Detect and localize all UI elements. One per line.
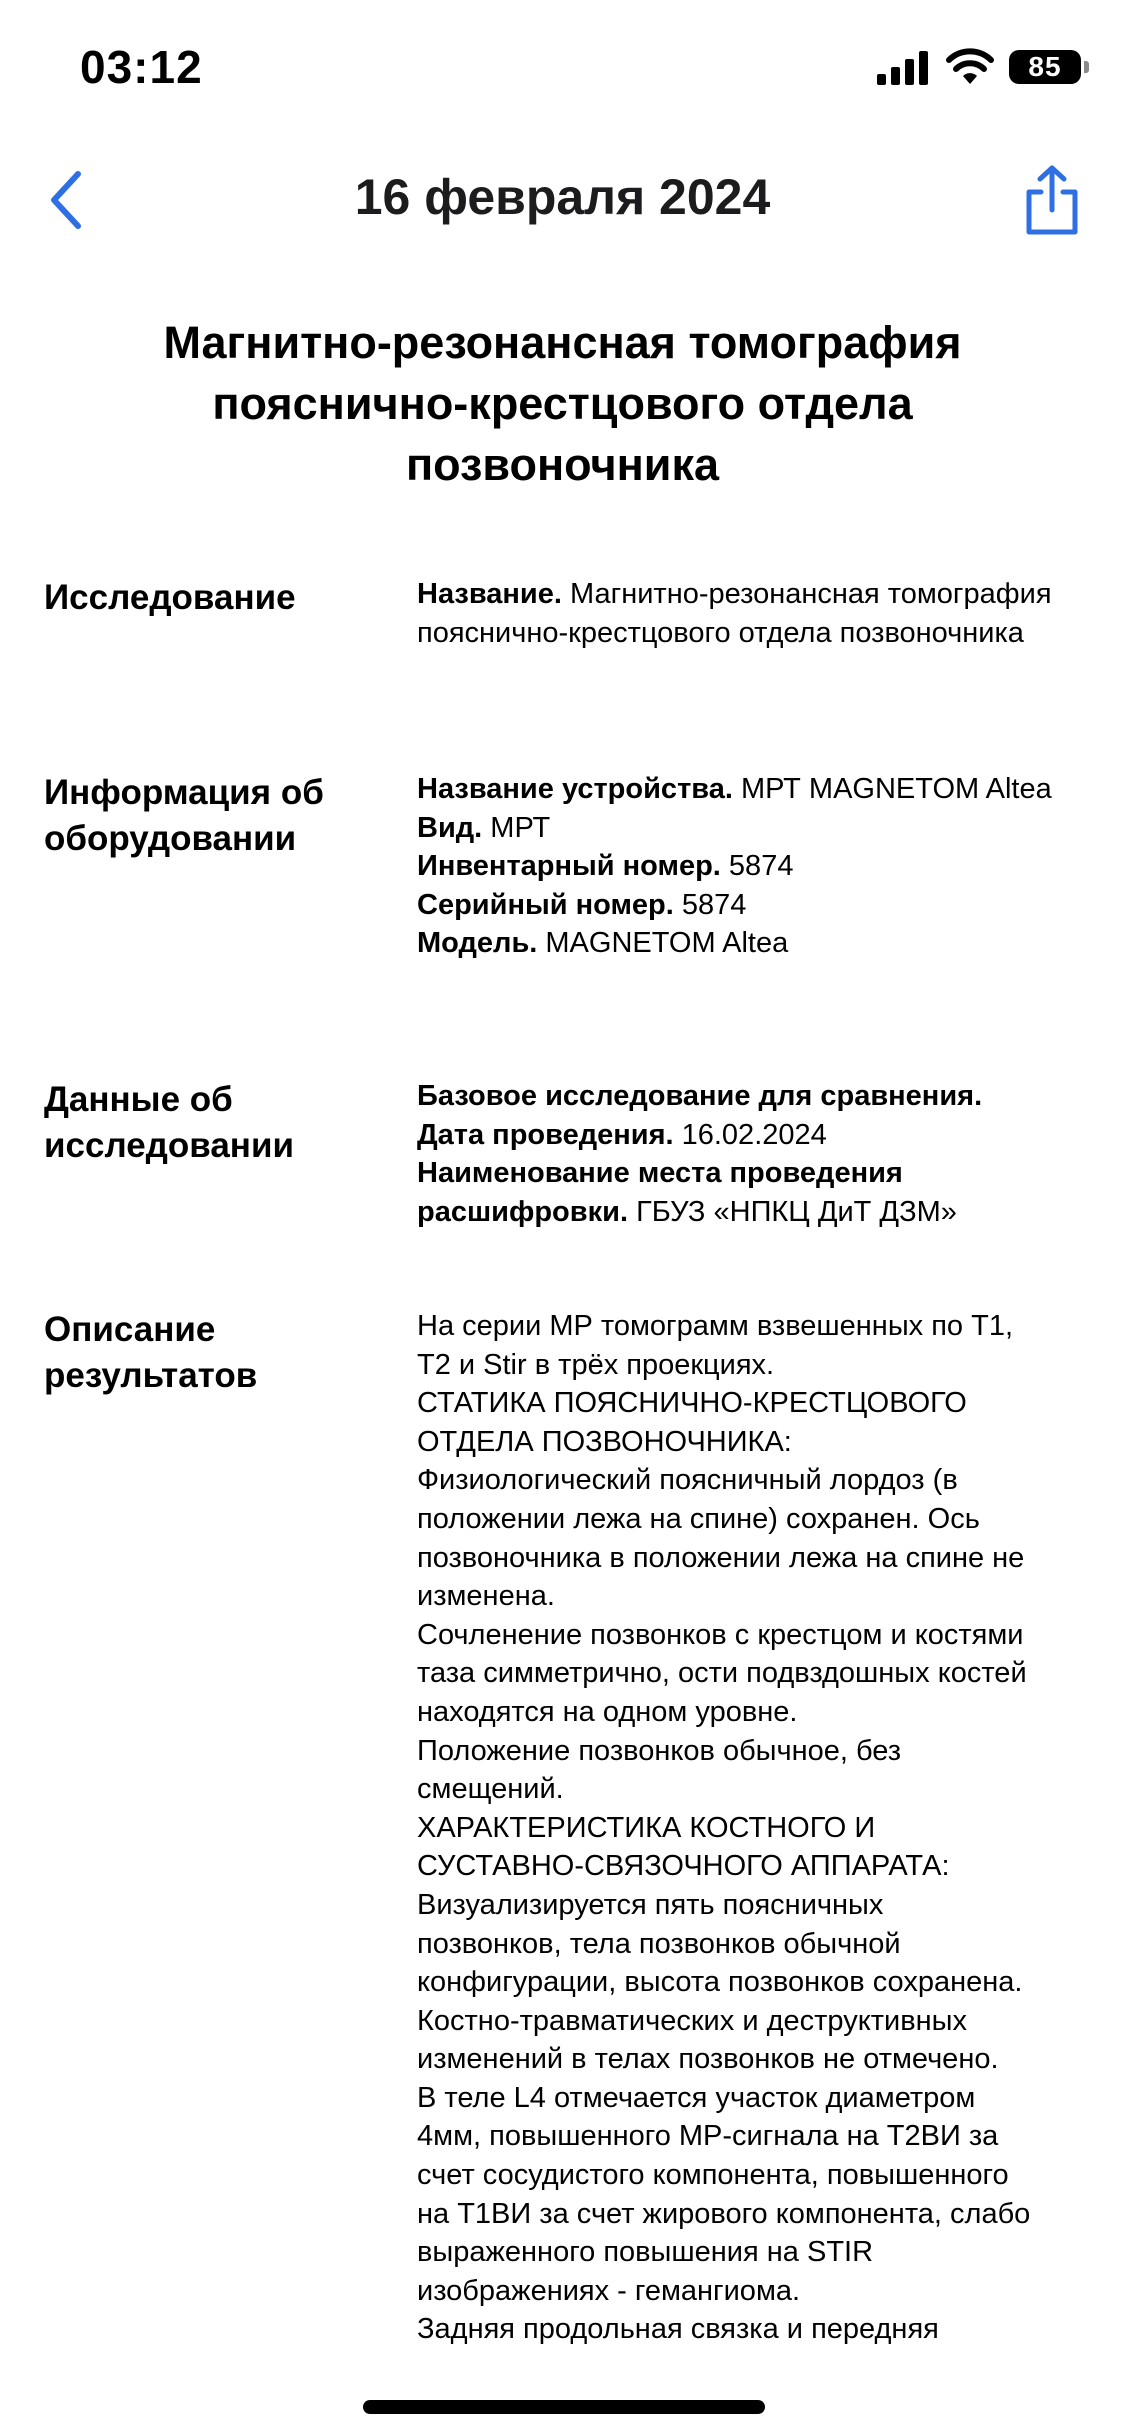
field-inventory xyxy=(417,847,1085,886)
field-key-serial: Серийный номер. xyxy=(417,888,674,921)
results-line: ОТДЕЛА ПОЗВОНОЧНИКА: xyxy=(417,1425,792,1458)
results-line: на Т1ВИ за счет жирового компонента, слабо xyxy=(417,2197,1031,2230)
results-line: конфигурации, высота позвонков сохранена. xyxy=(417,1966,1023,1999)
field-date xyxy=(417,1116,1085,1155)
field-key-device: Название устройства. xyxy=(417,773,733,805)
battery-body xyxy=(1009,50,1081,84)
field-value-date: 16.02.2024 xyxy=(673,1118,827,1151)
field-key-place: Наименование места проведения расшифровки. xyxy=(417,1157,903,1228)
field-type xyxy=(417,809,1085,848)
field-key-inventory: Инвентарный номер. xyxy=(417,850,721,883)
field-key-date: Дата проведения. xyxy=(417,1118,674,1151)
section-content-study xyxy=(417,575,1085,652)
results-line: находятся на одном уровне. xyxy=(417,1695,798,1728)
document-title: Магнитно-резонансная томография пояснично-крестцового отдела позвоночника xyxy=(163,317,962,490)
field-value-serial: 5874 xyxy=(673,888,747,921)
section-content-results xyxy=(417,1307,1085,2349)
field-value-inventory: 5874 xyxy=(720,850,794,883)
section-content-equipment xyxy=(417,770,1085,963)
field-value-device: МРТ MAGNETOM Altea xyxy=(732,773,1052,805)
results-line: смещений. xyxy=(417,1773,564,1806)
results-line: Задняя продольная связка и передняя xyxy=(417,2313,939,2346)
results-line: изображениях - гемангиома. xyxy=(417,2274,801,2307)
field-device xyxy=(417,770,1085,809)
results-line: Т2 и Stir в трёх проекциях. xyxy=(417,1348,775,1381)
field-serial xyxy=(417,886,1085,925)
field-value-type: МРТ xyxy=(482,811,551,844)
section-label-equipment: Информация об оборудовании xyxy=(44,773,324,858)
field-key-name: Название. xyxy=(417,578,562,610)
field-base-study xyxy=(417,1077,1085,1116)
field-key-type: Вид. xyxy=(417,811,483,844)
section-label-study-data: Данные об исследовании xyxy=(44,1080,294,1165)
nav-bar xyxy=(0,150,1125,250)
home-indicator[interactable] xyxy=(363,2400,765,2414)
results-line: СУСТАВНО-СВЯЗОЧНОГО АППАРАТА: xyxy=(417,1850,950,1883)
share-icon xyxy=(1023,164,1081,236)
results-line: Физиологический поясничный лордоз (в xyxy=(417,1464,958,1497)
section-label-results: Описание результатов xyxy=(44,1310,258,1395)
status-time: 03:12 xyxy=(80,41,203,93)
results-line: На серии МР томограмм взвешенных по Т1, xyxy=(417,1310,1014,1342)
results-line: позвоночника в положении лежа на спине не xyxy=(417,1541,1025,1574)
results-line: Визуализируется пять поясничных xyxy=(417,1888,884,1921)
battery-cap xyxy=(1084,61,1089,73)
battery-level: 85 xyxy=(1028,51,1062,82)
field-key-model: Модель. xyxy=(417,927,538,960)
results-line: позвонков, тела позвонков обычной xyxy=(417,1927,901,1960)
field-value-place: ГБУЗ «НПКЦ ДиТ ДЗМ» xyxy=(628,1195,957,1228)
results-line: Положение позвонков обычное, без xyxy=(417,1734,902,1767)
results-line: В теле L4 отмечается участок диаметром xyxy=(417,2081,976,2114)
results-line: 4мм, повышенного МР-сигнала на Т2ВИ за xyxy=(417,2120,999,2153)
wifi-icon xyxy=(945,48,995,86)
field-model xyxy=(417,924,1085,963)
results-line: выраженного повышения на STIR xyxy=(417,2236,874,2269)
results-line: Костно-травматических и деструктивных xyxy=(417,2004,967,2037)
status-icons xyxy=(875,48,1089,86)
field-key-base-study: Базовое исследование для сравнения. xyxy=(417,1080,983,1112)
battery-icon xyxy=(1009,50,1089,84)
field-place xyxy=(417,1154,1085,1231)
status-bar xyxy=(0,0,1125,140)
nav-title: 16 февраля 2024 xyxy=(354,169,771,225)
section-content-study-data xyxy=(417,1077,1085,1231)
results-line: изменена. xyxy=(417,1580,555,1613)
results-line: Сочленение позвонков с крестцом и костями xyxy=(417,1618,1024,1651)
field-value-model: MAGNETOM Altea xyxy=(537,927,789,960)
signal-icon xyxy=(875,48,931,86)
share-button[interactable] xyxy=(1017,160,1087,240)
field-value-name: Магнитно-резонансная томография пояснично-крестцового отдела позвоночника xyxy=(417,578,1052,649)
results-line: СТАТИКА ПОЯСНИЧНО-КРЕСТЦОВОГО xyxy=(417,1387,967,1420)
section-label-study: Исследование xyxy=(44,578,296,617)
results-line: изменений в телах позвонков не отмечено. xyxy=(417,2043,999,2076)
results-line: таза симметрично, ости подвздошных костей xyxy=(417,1657,1027,1690)
results-line: положении лежа на спине) сохранен. Ось xyxy=(417,1502,980,1535)
results-line: ХАРАКТЕРИСТИКА КОСТНОГО И xyxy=(417,1811,876,1844)
results-line: счет сосудистого компонента, повышенного xyxy=(417,2159,1009,2192)
